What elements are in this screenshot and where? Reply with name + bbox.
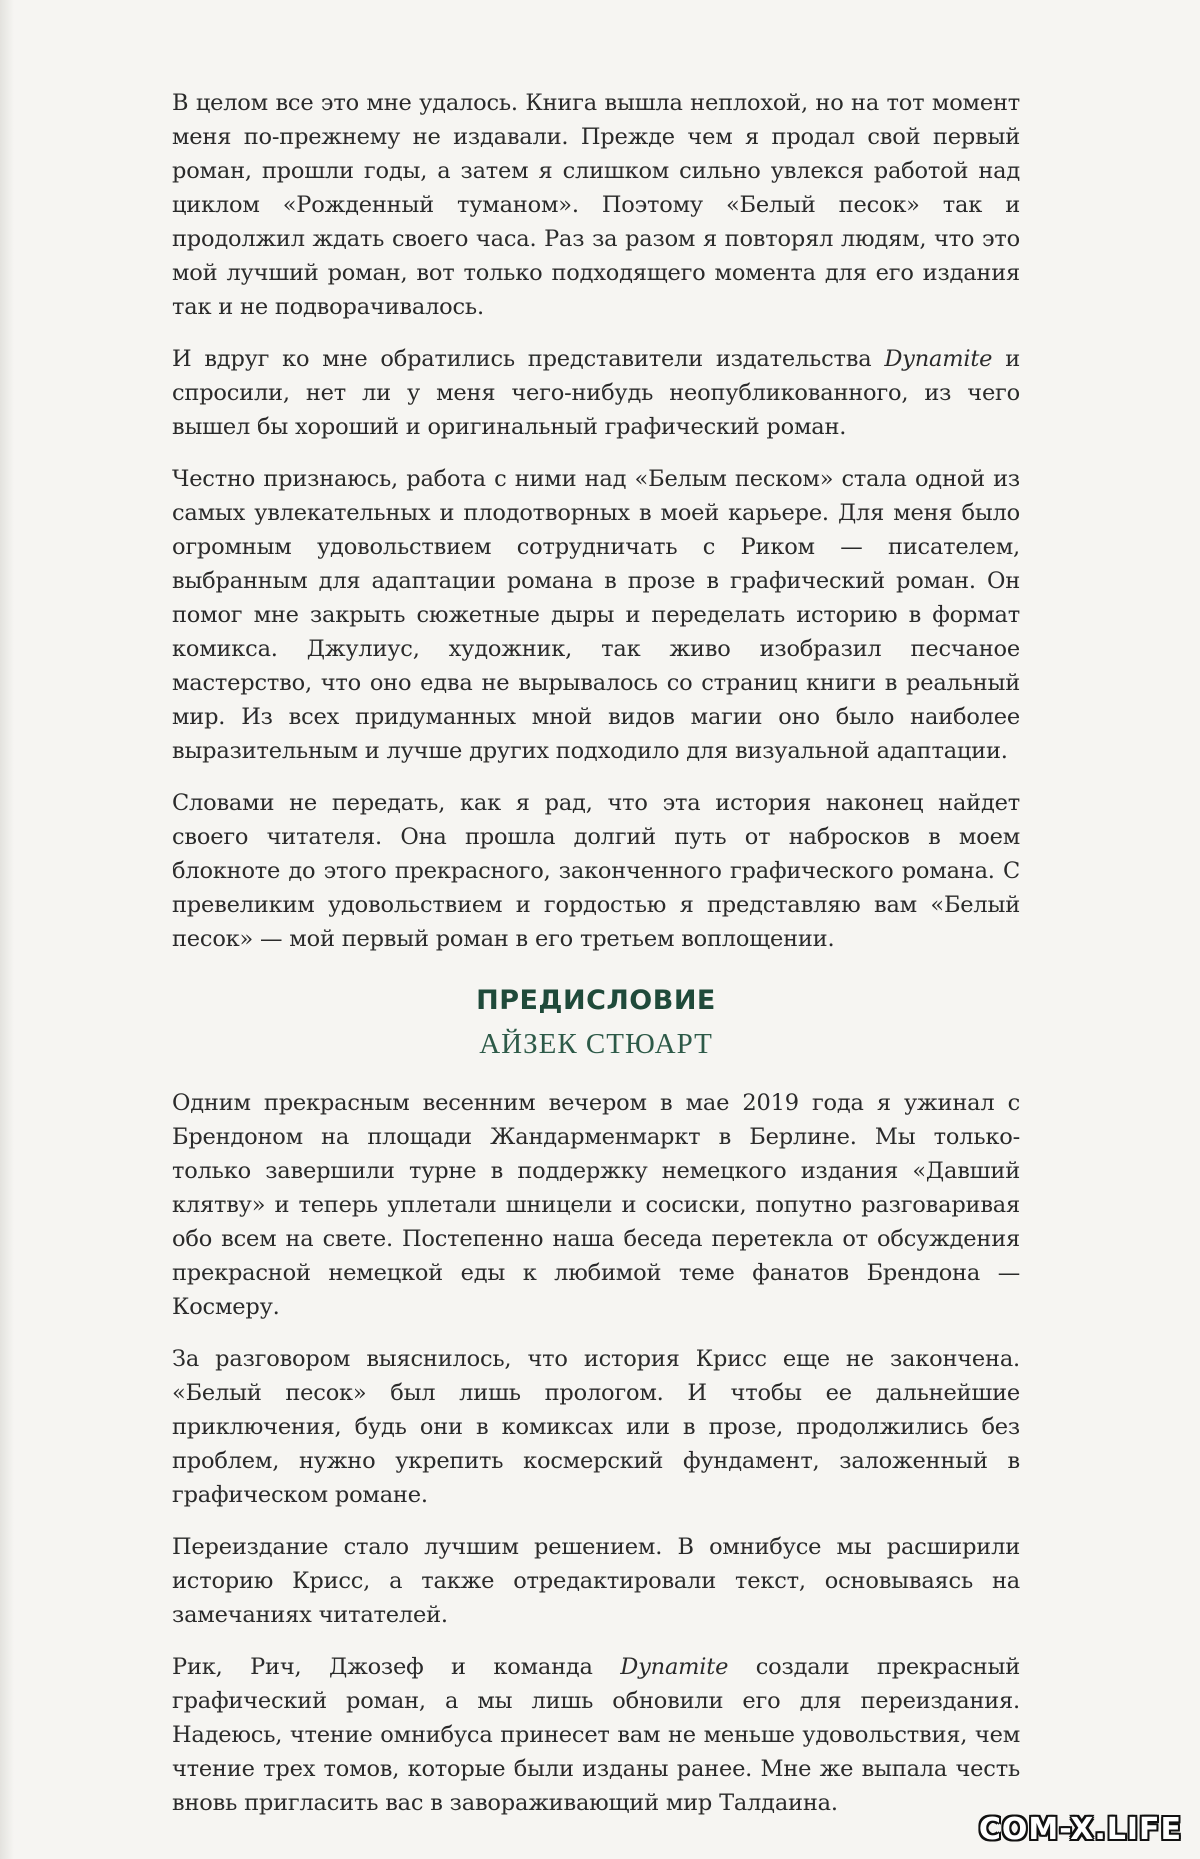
publisher-name: Dynamite xyxy=(884,346,993,372)
document-page xyxy=(172,86,1020,1838)
paragraph-8-start: Рик, Рич, Джозеф и команда xyxy=(172,1654,621,1680)
paragraph-3: Честно признаюсь, работа с ними над «Белым песком» стала одной из самых увлекательных и плодотворных в моей карьере. Для меня было огромным удовольствием сотрудничать с Риком — писателем, выбранным для адаптации романа в прозе в графический роман. Он помог мне закрыть сюжетные дыры и переделать историю в формат комикса. Джулиус, художник, так живо изобразил песчаное мастерство, что оно едва не вырывалось со страниц книги в реальный мир. Из всех придуманных мной видов магии оно было наиболее выразительным и лучше других подходило для визуальной адаптации. xyxy=(172,466,1020,764)
paragraph-2-end: и спросили, нет ли у меня чего-нибудь неопубликованного, из чего вышел бы хороший и оригинальный графический роман. xyxy=(172,346,1020,440)
paragraph-8 xyxy=(172,1650,1020,1820)
publisher-name-2: Dynamite xyxy=(620,1654,729,1680)
paragraph-8-end: создали прекрасный графический роман, а мы лишь обновили его для переиздания. Надеюсь, чтение омнибуса принесет вам не меньше удовольствия, чем чтение трех томов, которые были изданы ранее. Мне же выпала честь вновь пригласить вас в завораживающий мир Талдаина. xyxy=(172,1654,1020,1816)
paragraph-6: За разговором выяснилось, что история Крисс еще не закончена. «Белый песок» был лишь прологом. И чтобы ее дальнейшие приключения, будь они в комиксах или в прозе, продолжились без проблем, нужно укрепить космерский фундамент, заложенный в графическом романе. xyxy=(172,1346,1020,1508)
paragraph-4: Словами не передать, как я рад, что эта история наконец найдет своего читателя. Она прошла долгий путь от набросков в моем блокноте до этого прекрасного, законченного графического романа. С превеликим удовольствием и гордостью я представляю вам «Белый песок» — мой первый роман в его третьем воплощении. xyxy=(172,790,1020,952)
paragraph-2 xyxy=(172,342,1020,444)
section-heading: ПРЕДИСЛОВИЕ xyxy=(476,985,716,1016)
paragraph-5: Одним прекрасным весенним вечером в мае 2019 года я ужинал с Брендоном на площади Жандарменмаркт в Берлине. Мы только-только завершили турне в поддержку немецкого издания «Давший клятву» и теперь уплетали шницели и сосиски, попутно разговаривая обо всем на свете. Постепенно наша беседа перетекла от обсуждения прекрасной немецкой еды к любимой теме фанатов Брендона — Космеру. xyxy=(172,1090,1020,1320)
site-watermark: COM-X.LIFE xyxy=(978,1812,1182,1847)
page-edge-shadow xyxy=(0,0,14,1859)
paragraph-1: В целом все это мне удалось. Книга вышла неплохой, но на тот момент меня по-прежнему не издавали. Прежде чем я продал свой первый роман, прошли годы, а затем я слишком сильно увлекся работой над циклом «Рожденный туманом». Поэтому «Белый песок» так и продолжил ждать своего часа. Раз за разом я повторял людям, что это мой лучший роман, вот только подходящего момента для его издания так и не подворачивалось. xyxy=(172,90,1020,320)
section-author: АЙЗЕК СТЮАРТ xyxy=(479,1028,713,1060)
paragraph-2-start: И вдруг ко мне обратились представители издательства xyxy=(172,346,885,372)
paragraph-7: Переиздание стало лучшим решением. В омнибусе мы расширили историю Крисс, а также отредактировали текст, основываясь на замечаниях читателей. xyxy=(172,1534,1020,1628)
